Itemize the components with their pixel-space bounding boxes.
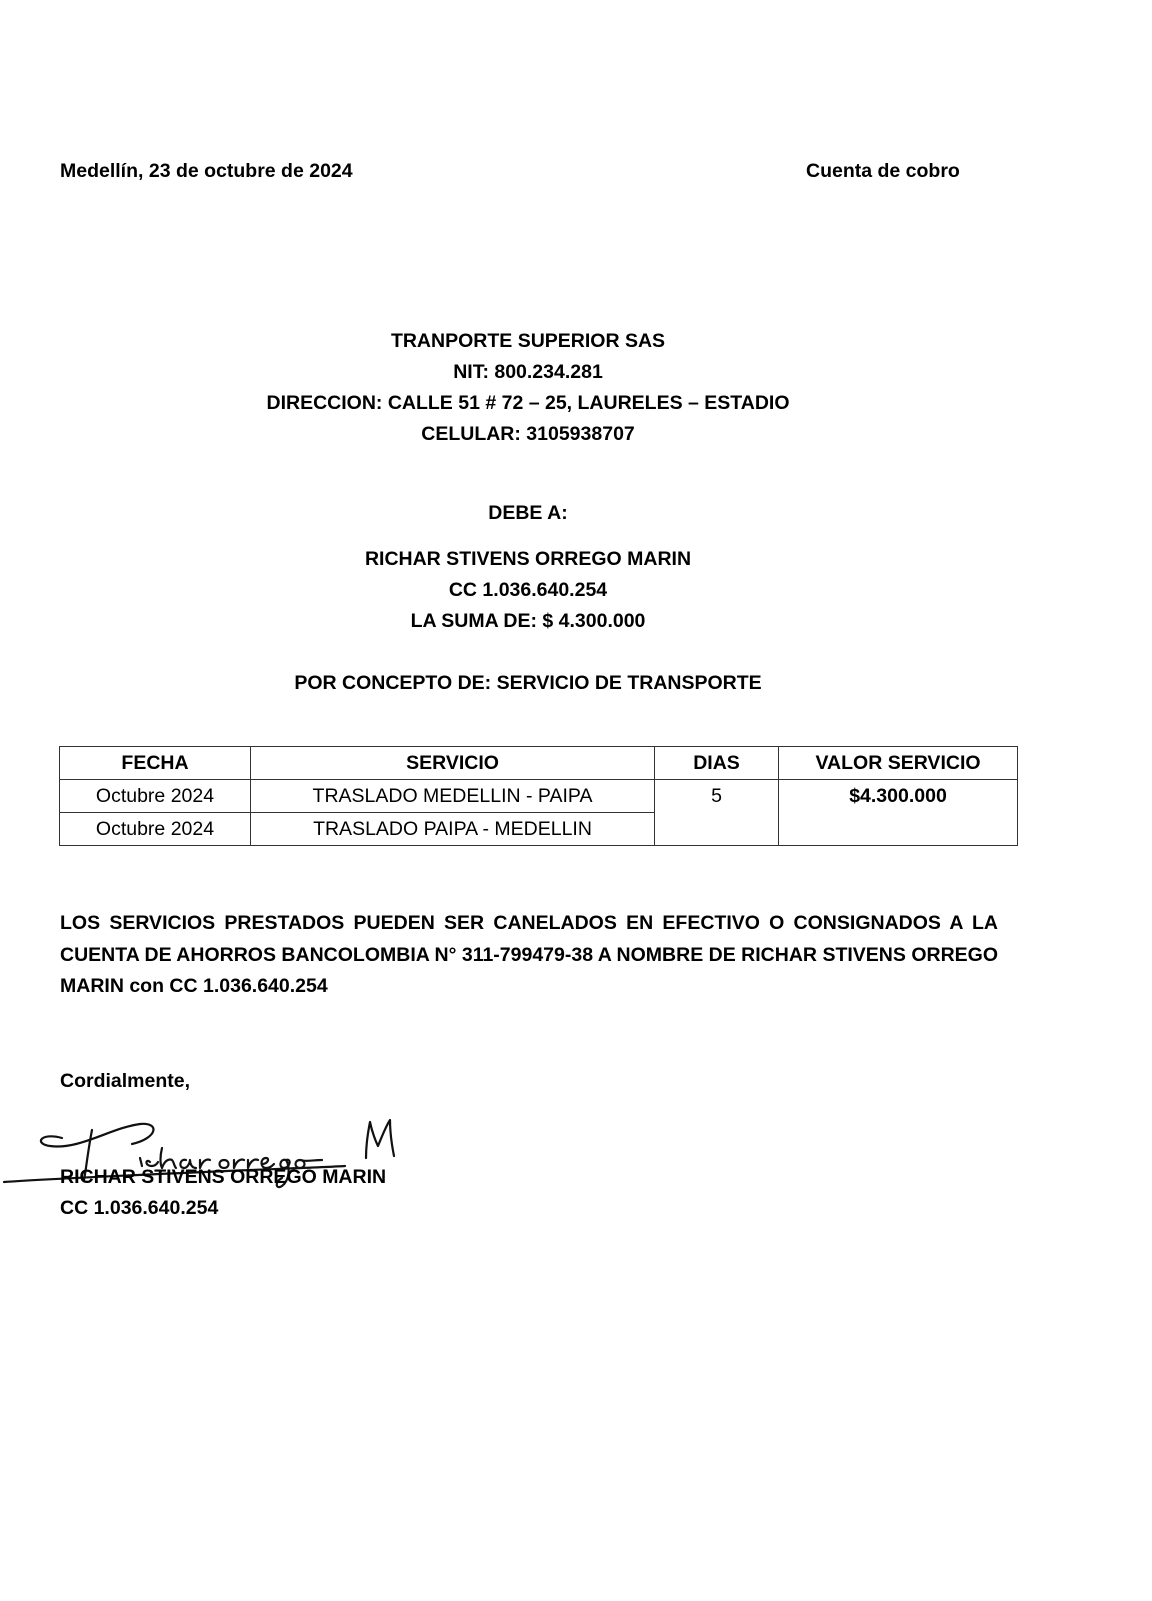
services-table — [59, 746, 1018, 846]
document-date: Medellín, 23 de octubre de 2024 — [60, 160, 353, 182]
closing-text: Cordialmente, — [60, 1070, 191, 1092]
debe-a-label: DEBE A: — [488, 502, 568, 524]
payee-info — [0, 544, 1056, 637]
cell-fecha: Octubre 2024 — [60, 780, 251, 813]
table-header-row — [60, 747, 1018, 780]
header-valor: VALOR SERVICIO — [779, 747, 1018, 780]
cell-servicio: TRASLADO PAIPA - MEDELLIN — [251, 813, 655, 846]
signer-id: CC 1.036.640.254 — [60, 1197, 219, 1219]
cell-valor: $4.300.000 — [779, 780, 1018, 846]
cell-servicio: TRASLADO MEDELLIN - PAIPA — [251, 780, 655, 813]
company-address: DIRECCION: CALLE 51 # 72 – 25, LAURELES – ESTADIO — [266, 392, 790, 414]
table-row — [60, 780, 1018, 813]
company-name: TRANPORTE SUPERIOR SAS — [390, 330, 666, 352]
payee-name: RICHAR STIVENS ORREGO MARIN — [364, 548, 692, 570]
header-dias: DIAS — [655, 747, 779, 780]
payment-note: LOS SERVICIOS PRESTADOS PUEDEN SER CANELADOS EN EFECTIVO O CONSIGNADOS A LA CUENTA DE AHORROS BANCOLOMBIA N° 311-799479-38 A NOMBRE DE RICHAR STIVENS ORREGO MARIN con CC 1.036.640.254 — [60, 912, 998, 997]
company-info — [0, 326, 1056, 450]
header-servicio: SERVICIO — [251, 747, 655, 780]
cell-fecha: Octubre 2024 — [60, 813, 251, 846]
concept-line: POR CONCEPTO DE: SERVICIO DE TRANSPORTE — [294, 672, 762, 694]
company-phone: CELULAR: 3105938707 — [421, 423, 635, 445]
company-nit: NIT: 800.234.281 — [453, 361, 603, 383]
signer-name: RICHAR STIVENS ORREGO MARIN — [60, 1166, 387, 1188]
header-fecha: FECHA — [60, 747, 251, 780]
cell-dias: 5 — [655, 780, 779, 846]
document-type-title: Cuenta de cobro — [806, 160, 960, 182]
payee-amount: LA SUMA DE: $ 4.300.000 — [410, 610, 646, 632]
payee-id: CC 1.036.640.254 — [448, 579, 608, 601]
